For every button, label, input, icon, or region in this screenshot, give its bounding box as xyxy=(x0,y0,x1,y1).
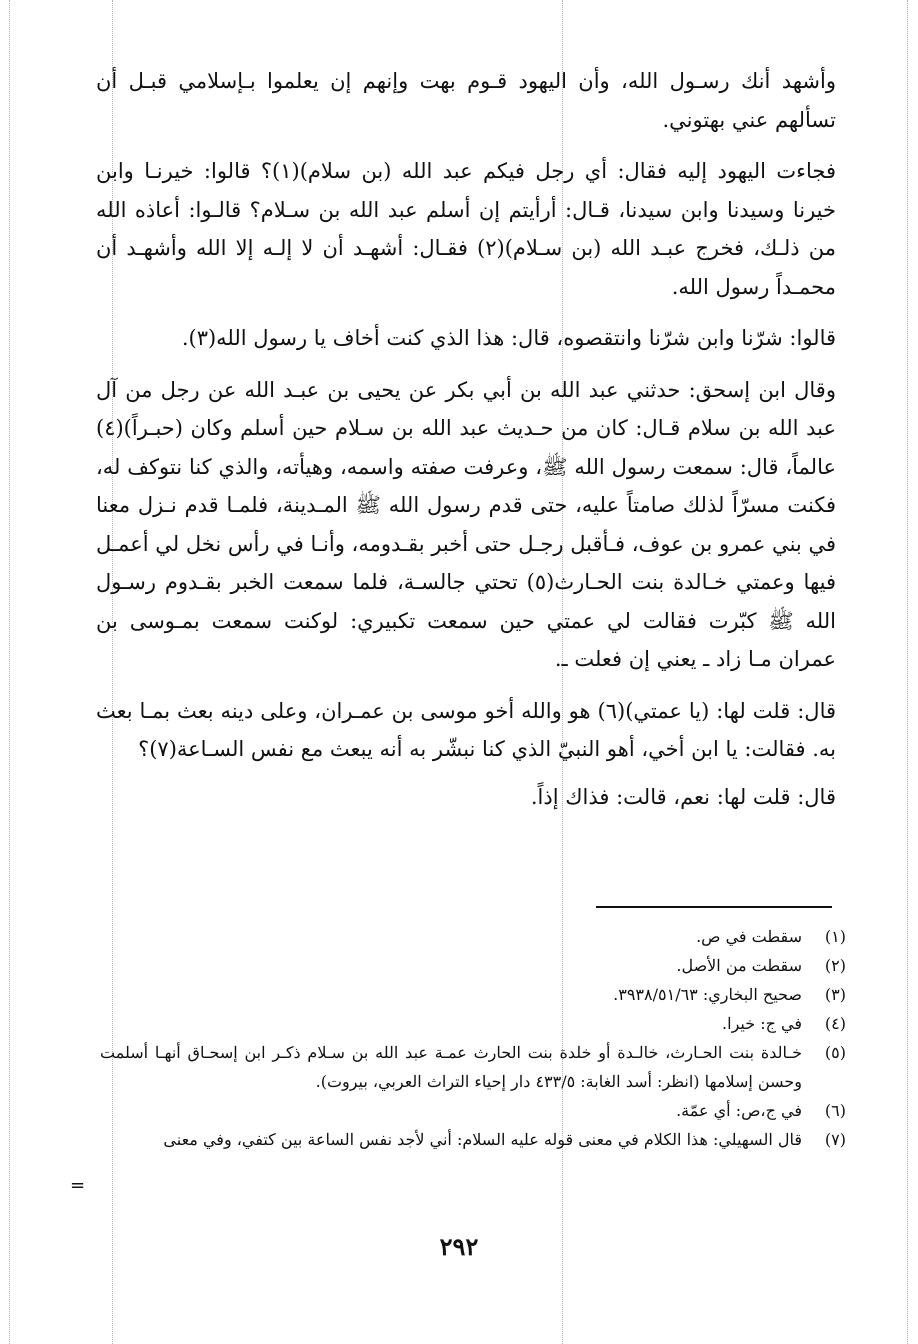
scan-margin-line-left xyxy=(9,0,10,1344)
footnote-separator xyxy=(596,906,832,908)
footnote-item xyxy=(100,922,846,951)
paragraph: وأشهد أنك رسـول الله، وأن اليهود قـوم بهت وإنهم إن يعلموا بـإسلامي قبـل أن تسألهم عني بهتوني. xyxy=(96,69,836,132)
footnote-number: (٢) xyxy=(824,956,846,975)
footnote-item xyxy=(100,980,846,1009)
footnote-number: (٥) xyxy=(824,1043,846,1062)
footnote-number: (٣) xyxy=(824,985,846,1004)
footnote-text: في ج: خيرا. xyxy=(722,1014,802,1033)
footnote-number: (٧) xyxy=(824,1130,846,1149)
footnote-text: سقطت في ص. xyxy=(696,927,802,946)
footnote-item xyxy=(100,951,846,980)
footnote-text: صحيح البخاري: ٣٩٣٨/٥١/٦٣. xyxy=(613,985,802,1004)
footnote-text: خـالدة بنت الحـارث، خالـدة أو خلدة بنت الحارث عمـة عبد الله بن سـلام ذكـر ابن إسحـاق أنهـا أسلمت وحسن إسلامها (انظر: أسد الغابة: ٤٣٣/٥ دار إحياء التراث العربي، بيروت). xyxy=(100,1043,802,1091)
paragraph: وقال ابن إسحق: حدثني عبد الله بن أبي بكر عن يحيى بن عبـد الله عن رجل من آل عبد الله بن سلام قـال: كان من حـديث عبد الله بن سـلام حين أسلم وكان (حبـراً)(٤) عالماً، قال: سمعت رسول الله ﷺ، وعرفت صفته واسمه، وهيأته، والذي كنا نتوكف له، فكنت مسرّاً لذلك صامتاً عليه، حتى قدم رسول الله ﷺ المـدينة، فلمـا قدم نـزل معنا في بني عمرو بن عوف، فـأقبل رجـل حتى أخبر بقـدومه، وأنـا في رأس نخل لي أعمـل فيها وعمتي خـالدة بنت الحـارث(٥) تحتي جالسـة، فلما سمعت الخبر بقـدوم رسـول الله ﷺ كبّرت فقالت لي عمتي حين سمعت تكبيري: لوكنت سمعت بمـوسى بن عمران مـا زاد ـ يعني إن فعلت ـ. xyxy=(96,377,836,671)
footnote-item xyxy=(100,1009,846,1038)
footnote-number: (١) xyxy=(824,927,846,946)
footnote-item xyxy=(100,1125,846,1154)
footnote-number: (٦) xyxy=(824,1101,846,1120)
page-number: ٢٩٢ xyxy=(439,1232,479,1261)
footnote-text: في ج،ص: أي عمّة. xyxy=(676,1101,802,1120)
scan-margin-line-right xyxy=(907,0,908,1344)
paragraph: قال: قلت لها: نعم، قالت: فذاك إذاً. xyxy=(530,784,836,809)
footnotes xyxy=(100,922,846,1154)
paragraph: قال: قلت لها: (يا عمتي)(٦) هو والله أخو موسى بن عمـران، وعلى دينه بعث بمـا بعث به. فقالت: يا ابن أخي، أهو النبيّ الذي كنا نبشّر به أنه يبعث مع نفس السـاعة(٧)؟ xyxy=(96,698,837,761)
footnote-text: قال السهيلي: هذا الكلام في معنى قوله عليه السلام: أني لأجد نفس الساعة بين كتفي، وفي معنى xyxy=(163,1130,802,1149)
paragraph: فجاءت اليهود إليه فقال: أي رجل فيكم عبد الله (بن سلام)(١)؟ قالوا: خيرنـا وابن خيرنا وسيدنا وابن سيدنا، قـال: أرأيتم إن أسلم عبد الله بن سـلام؟ قالـوا: أعاذه الله من ذلـك، فخرج عبـد الله (بن سـلام)(٢) فقـال: أشهـد أن لا إلـه إلا الله وأشهـد أن محمـداً رسول الله. xyxy=(96,159,836,299)
footnote-number: (٤) xyxy=(824,1014,846,1033)
footnote-text: سقطت من الأصل. xyxy=(676,956,802,975)
footnote-item xyxy=(100,1038,846,1096)
footnote-item xyxy=(100,1096,846,1125)
main-text xyxy=(96,62,836,829)
footnote-continuation-mark: = xyxy=(70,1175,86,1196)
paragraph: قالوا: شرّنا وابن شرّنا وانتقصوه، قال: هذا الذي كنت أخاف يا رسول الله(٣). xyxy=(181,326,836,350)
